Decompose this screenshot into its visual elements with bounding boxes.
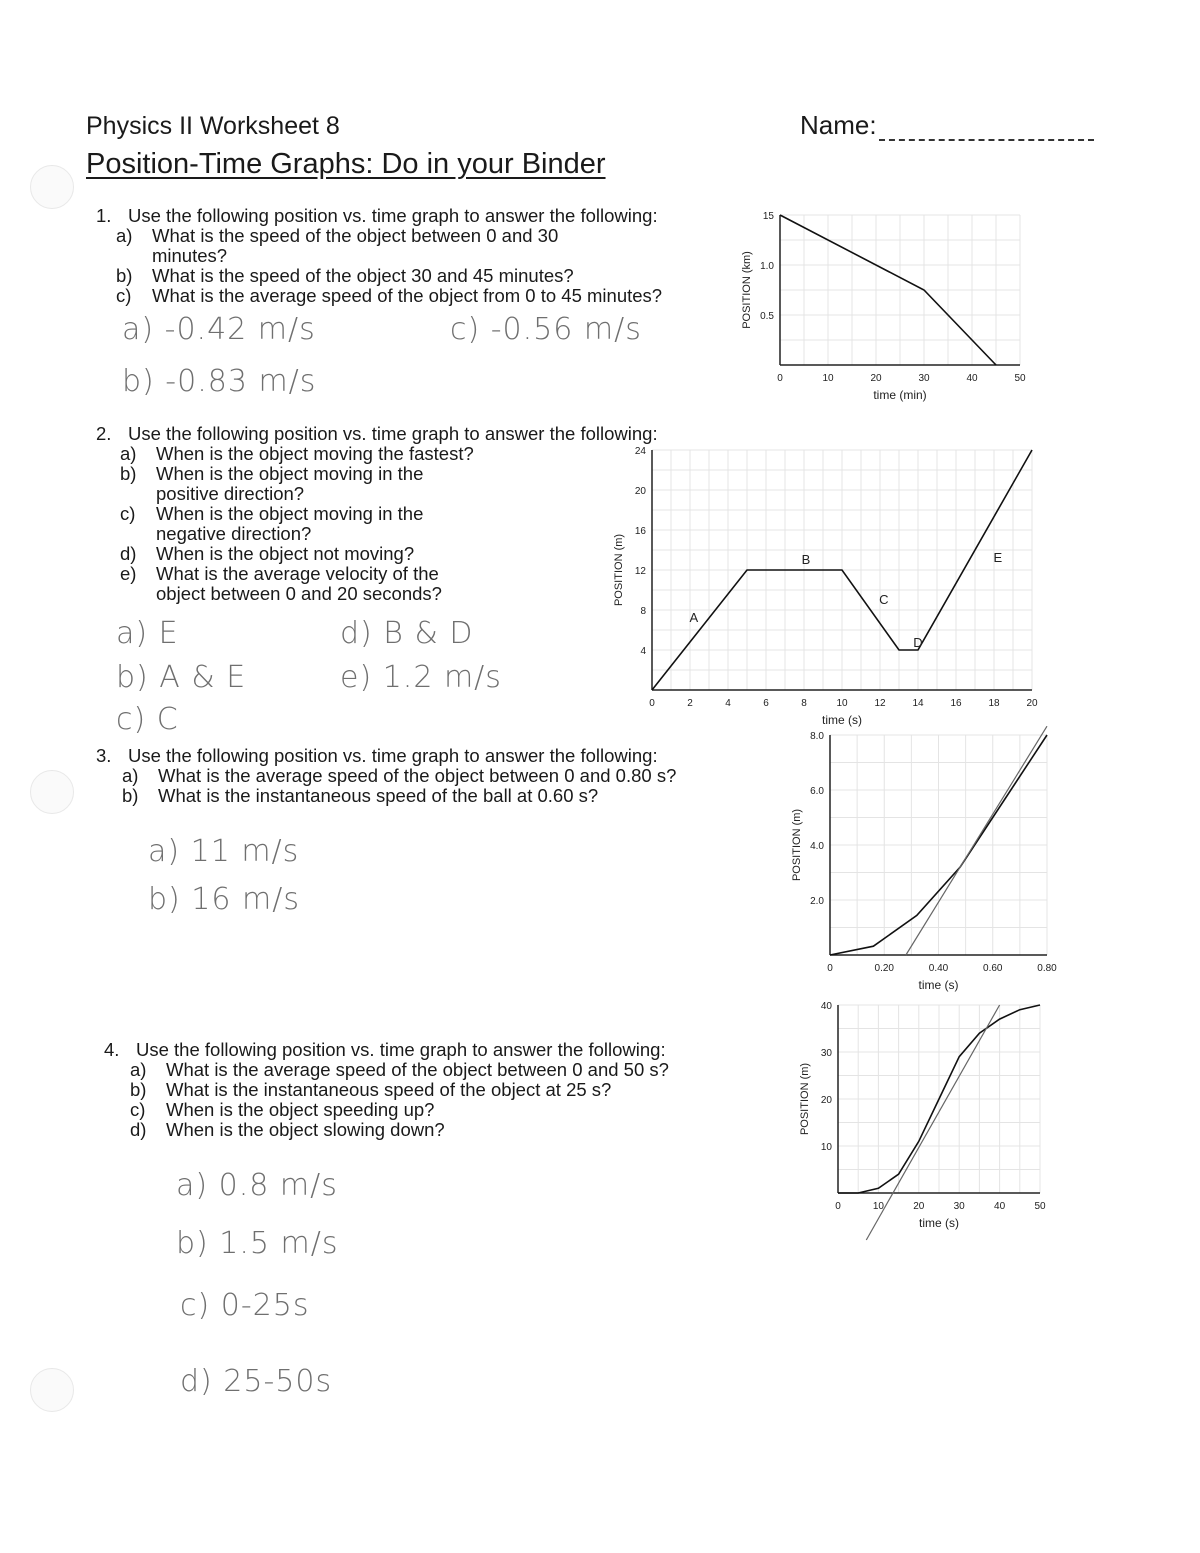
x-tick-label: 14 [912, 698, 924, 709]
part-text: When is the object moving in the [156, 503, 424, 524]
segment-label: D [913, 635, 923, 650]
question-number: 2. [96, 423, 112, 444]
y-tick-label: 40 [820, 1001, 832, 1012]
tangent-line [906, 726, 1047, 955]
y-tick-label: 8 [640, 606, 646, 617]
x-tick-label: 10 [836, 698, 848, 709]
y-tick-label: 16 [634, 526, 646, 537]
x-tick-label: 10 [872, 1201, 884, 1212]
part-text: What is the average speed of the object between 0 and 50 s? [166, 1059, 669, 1080]
part-text: When is the object speeding up? [166, 1099, 435, 1120]
part-text: When is the object slowing down? [166, 1119, 445, 1140]
part-label: d) [120, 543, 137, 564]
y-tick-label: 8.0 [810, 731, 824, 742]
x-tick-label: 6 [763, 698, 769, 709]
x-tick-label: 0 [827, 963, 833, 974]
answer-3b: b) 16 m/s [148, 882, 300, 917]
graph-2-position-time [610, 448, 1050, 738]
segment-label: E [993, 550, 1003, 565]
question-number: 3. [96, 745, 112, 766]
x-tick-label: 2 [687, 698, 693, 709]
y-tick-label: 20 [820, 1095, 832, 1106]
part-text: minutes? [152, 245, 228, 266]
part-text: What is the instantaneous speed of the ball at 0.60 s? [158, 785, 599, 806]
answer-3a: a) 11 m/s [148, 834, 300, 869]
graph-1-position-time [725, 200, 1055, 415]
part-text: When is the object moving in the [156, 463, 424, 484]
part-text: negative direction? [156, 523, 312, 544]
binder-hole [30, 770, 74, 814]
answer-4a: a) 0.8 m/s [176, 1168, 338, 1203]
part-label: a) [130, 1059, 147, 1080]
y-tick-label: 30 [820, 1048, 832, 1059]
question-3 [96, 746, 676, 806]
part-text: What is the speed of the object 30 and 45 minutes? [152, 265, 574, 286]
part-label: b) [120, 463, 137, 484]
y-axis-label: POSITION (m) [799, 1062, 811, 1136]
x-axis-label: time (s) [919, 1216, 959, 1230]
y-tick-label: 2.0 [810, 896, 824, 907]
x-tick-label: 12 [874, 698, 886, 709]
x-tick-label: 20 [1026, 698, 1038, 709]
x-axis-label: time (s) [822, 713, 862, 727]
part-label: a) [120, 443, 137, 464]
question-4 [104, 1040, 669, 1140]
x-tick-label: 30 [918, 373, 930, 384]
segment-label: B [801, 552, 811, 567]
x-tick-label: 50 [1034, 1201, 1046, 1212]
x-tick-label: 16 [950, 698, 962, 709]
part-label: c) [116, 285, 132, 306]
x-tick-label: 30 [953, 1201, 965, 1212]
part-label: a) [122, 765, 139, 786]
x-tick-label: 0.40 [928, 963, 949, 974]
x-axis-label: time (s) [918, 978, 959, 992]
answer-4b: b) 1.5 m/s [176, 1226, 339, 1261]
x-tick-label: 20 [870, 373, 882, 384]
x-axis-label: time (min) [873, 388, 927, 402]
question-number: 4. [104, 1039, 120, 1060]
x-tick-label: 0.80 [1037, 963, 1057, 974]
part-text: When is the object not moving? [156, 543, 415, 564]
x-tick-label: 0.20 [874, 963, 894, 974]
segment-label: C [879, 592, 889, 607]
name-label: Name: [800, 110, 877, 140]
part-text: What is the instantaneous speed of the object at 25 s? [166, 1079, 612, 1100]
part-text: positive direction? [156, 483, 305, 504]
x-tick-label: 40 [994, 1201, 1006, 1212]
y-tick-label: 12 [634, 566, 646, 577]
y-tick-label: 0.5 [760, 311, 774, 322]
answer-1a: a) -0.42 m/s [122, 312, 316, 347]
x-tick-label: 0 [649, 698, 655, 709]
graph-3-position-time [790, 731, 1057, 1000]
answer-1c: c) -0.56 m/s [450, 312, 642, 347]
y-tick-label: 4 [640, 646, 646, 657]
x-tick-label: 18 [988, 698, 1000, 709]
y-axis-label: POSITION (m) [613, 533, 625, 607]
y-tick-label: 15 [762, 211, 774, 222]
part-label: e) [120, 563, 137, 584]
name-blank-line [879, 139, 1094, 141]
answer-1b: b) -0.83 m/s [122, 364, 317, 399]
x-tick-label: 4 [725, 698, 731, 709]
answer-2d: d) B & D [340, 616, 474, 651]
name-field[interactable] [800, 110, 1094, 141]
y-tick-label: 24 [634, 446, 646, 457]
x-tick-label: 20 [913, 1201, 925, 1212]
question-1 [96, 206, 662, 306]
part-label: d) [130, 1119, 147, 1140]
binder-hole [30, 165, 74, 209]
x-tick-label: 0 [835, 1201, 841, 1212]
part-label: c) [120, 503, 136, 524]
question-2 [96, 423, 658, 607]
part-text: What is the average velocity of the [156, 563, 439, 584]
part-text: object between 0 and 20 seconds? [156, 583, 442, 604]
binder-hole [30, 1368, 74, 1412]
question-prompt: Use the following position vs. time graph to answer the following: [128, 205, 658, 226]
part-label: a) [116, 225, 133, 246]
question-prompt: Use the following position vs. time graph to answer the following: [128, 745, 658, 766]
graph-4-position-time [795, 1000, 1055, 1240]
part-text: What is the speed of the object between 0 and 30 [152, 225, 559, 246]
y-tick-label: 1.0 [760, 261, 774, 272]
answer-4d: d) 25-50s [180, 1364, 333, 1399]
y-tick-label: 4.0 [810, 841, 824, 852]
answer-2c: c) C [116, 702, 179, 737]
question-prompt: Use the following position vs. time graph to answer the following: [128, 423, 658, 444]
y-axis-label: POSITION (m) [791, 808, 803, 882]
answer-2e: e) 1.2 m/s [340, 660, 502, 695]
x-tick-label: 0 [777, 373, 783, 384]
part-label: b) [122, 785, 139, 806]
y-tick-label: 10 [820, 1142, 832, 1153]
answer-4c: c) 0-25s [180, 1288, 310, 1323]
y-tick-label: 6.0 [810, 786, 824, 797]
part-text: What is the average speed of the object from 0 to 45 minutes? [152, 285, 663, 306]
x-tick-label: 0.60 [983, 963, 1003, 974]
x-tick-label: 50 [1014, 373, 1026, 384]
answer-2b: b) A & E [116, 660, 247, 695]
x-tick-label: 40 [966, 373, 978, 384]
part-label: c) [130, 1099, 146, 1120]
x-tick-label: 10 [822, 373, 834, 384]
x-tick-label: 8 [801, 698, 807, 709]
question-prompt: Use the following position vs. time graph to answer the following: [136, 1039, 666, 1060]
part-label: b) [116, 265, 133, 286]
part-text: What is the average speed of the object between 0 and 0.80 s? [158, 765, 677, 786]
y-axis-label: POSITION (km) [741, 251, 753, 329]
segment-label: A [689, 610, 699, 625]
y-tick-label: 20 [634, 486, 646, 497]
answer-2a: a) E [116, 616, 179, 651]
part-text: When is the object moving the fastest? [156, 443, 474, 464]
worksheet-subtitle: Physics II Worksheet 8 [86, 112, 340, 140]
part-label: b) [130, 1079, 147, 1100]
question-number: 1. [96, 205, 112, 226]
worksheet-title: Position-Time Graphs: Do in your Binder [86, 148, 606, 180]
